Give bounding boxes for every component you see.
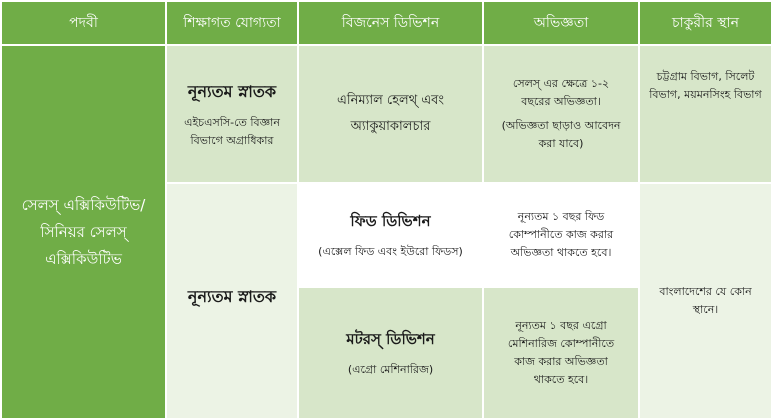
row3-experience (484, 288, 638, 418)
row1-location (640, 46, 771, 182)
row3-division-sub: (এগ্রো মেশিনারিজ) (347, 362, 434, 376)
row2-division (299, 184, 482, 286)
row1-experience-text: সেলস্ এর ক্ষেত্রে ১-২ বছরের অভিজ্ঞতা। (512, 77, 610, 108)
header-position (2, 2, 165, 44)
row23-location (640, 184, 771, 418)
row1-location-text: চট্টগ্রাম বিভাগ, সিলেট বিভাগ, ময়মনসিংহ বিভাগ (649, 70, 762, 101)
header-location (640, 2, 771, 44)
row1-division-line1: এনিম্যাল হেলথ্ এবং (336, 93, 444, 108)
row3-experience-text: নূন্যতম ১ বছর এগ্রো মেশিনারিজ কোম্পানীতে কাজ করার অভিজ্ঞতা থাকতে হবে। (507, 319, 615, 386)
position-title: সেলস্ এক্সিকিউটিভ/ সিনিয়র সেলস্ এক্সিকিউটিভ (21, 195, 146, 268)
header-position-label: পদবী (69, 15, 98, 31)
row1-education (167, 46, 297, 182)
row3-division-title: মটরস্ ডিভিশন (346, 329, 435, 348)
row1-experience (484, 46, 638, 182)
row1-division-line2: অ্যাকুয়াকালচার (350, 119, 431, 134)
header-location-label: চাকুরীর স্থান (672, 15, 739, 31)
row1-education-title: নূন্যতম স্নাতক (187, 81, 277, 101)
header-experience (484, 2, 638, 44)
position-cell (2, 46, 165, 418)
row2-division-title: ফিড ডিভিশন (350, 211, 431, 230)
row1-division (299, 46, 482, 182)
row2-division-sub: (এক্সেল ফিড এবং ইউরো ফিডস) (318, 244, 463, 258)
row3-division (299, 288, 482, 418)
row2-experience (484, 184, 638, 286)
header-division (299, 2, 482, 44)
row23-education (167, 184, 297, 418)
header-experience-label: অভিজ্ঞতা (533, 15, 589, 31)
header-education-label: শিক্ষাগত যোগ্যতা (183, 15, 281, 31)
header-division-label: বিজনেস ডিভিশন (341, 15, 440, 31)
row23-education-title: নূন্যতম স্নাতক (187, 286, 277, 306)
header-education (167, 2, 297, 44)
row1-education-note: এইচএসসি-তে বিজ্ঞান বিভাগে অগ্রাধিকার (184, 115, 280, 147)
row23-location-text: বাংলাদেশের যে কোন স্থানে। (659, 285, 752, 316)
row1-experience-note: (অভিজ্ঞতা ছাড়াও আবেদন করা যাবে) (501, 119, 621, 150)
row2-experience-text: নূন্যতম ১ বছর ফিড কোম্পানীতে কাজ করার অভিজ্ঞতা থাকতে হবে। (508, 210, 614, 259)
